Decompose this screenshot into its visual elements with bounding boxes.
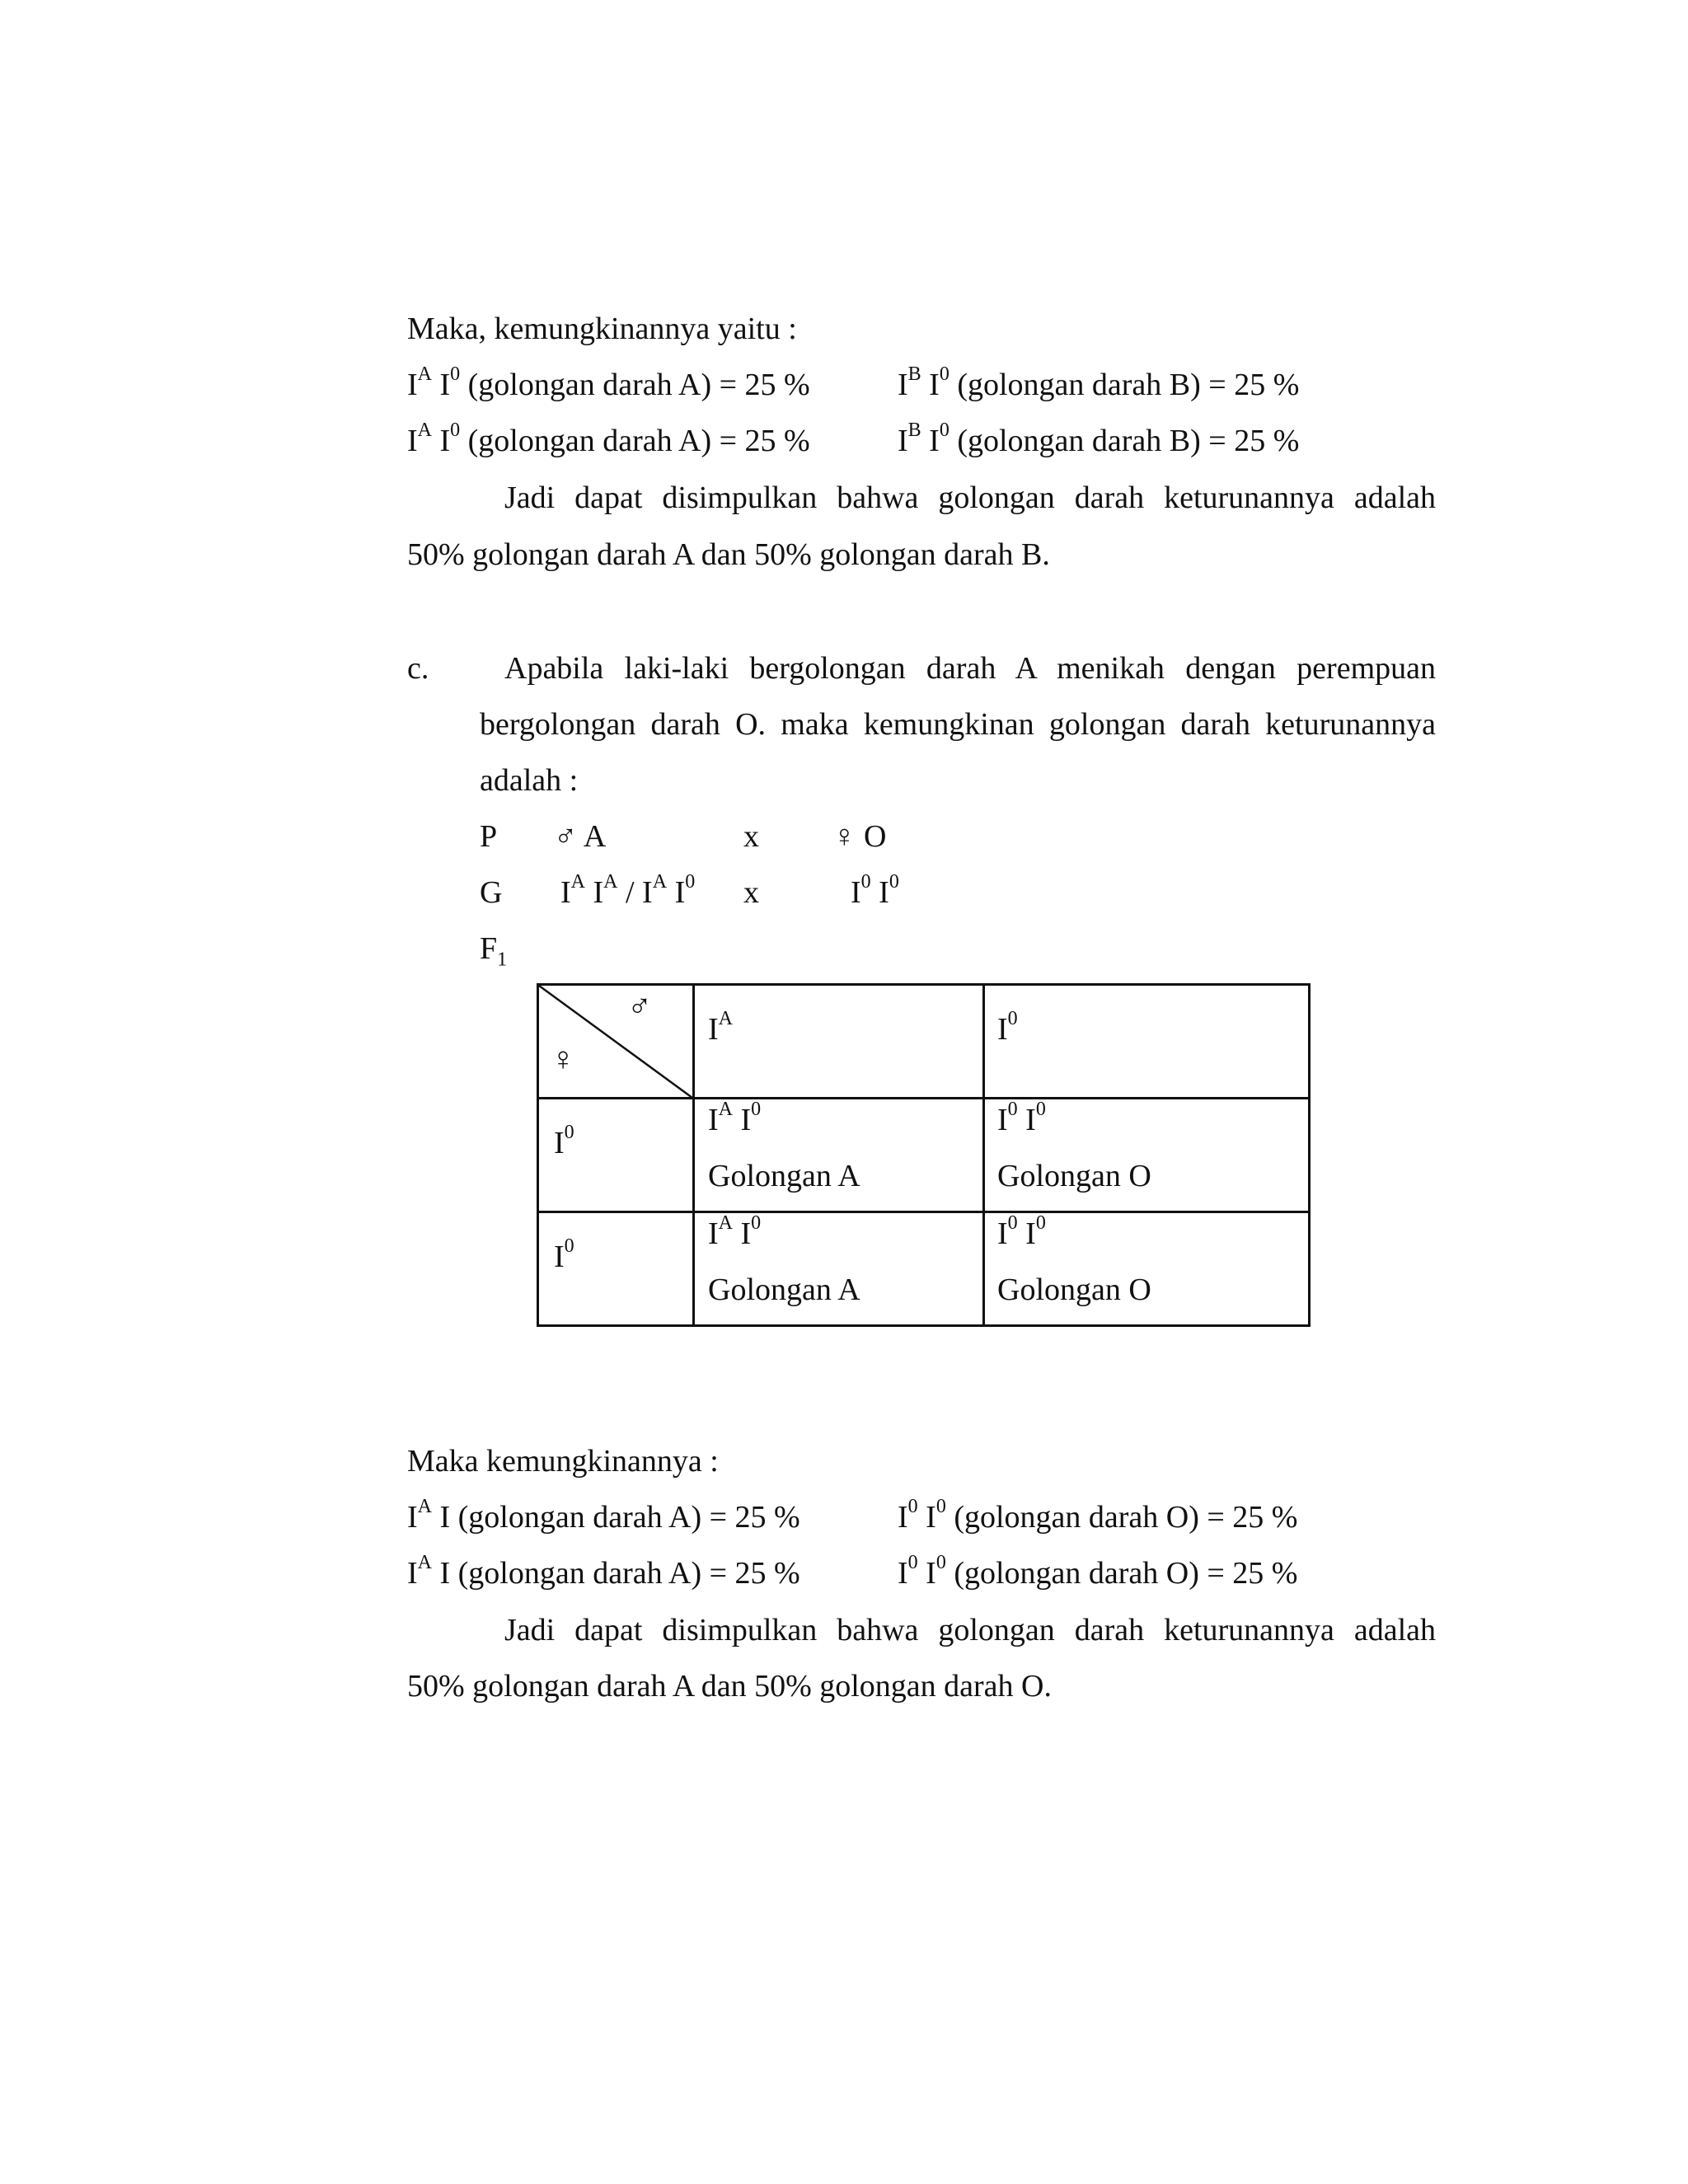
punnett-square	[537, 983, 1311, 1327]
row-header-1: $I^0$	[554, 1122, 574, 1160]
cell-r2c2-label: Golongan O	[997, 1272, 1151, 1307]
cell-r1c2-label: Golongan O	[997, 1159, 1151, 1193]
section-c-line-2: bergolongan darah O. maka kemungkinan golongan darah keturunannya	[480, 707, 1436, 742]
grid-vline-2	[982, 986, 985, 1324]
cell-r2c1-genotype: $I^A$ $I^0$	[708, 1212, 762, 1251]
cross-g-x: x	[743, 875, 759, 910]
genotype-left-1: $I^A$ $I^0$ (golongan darah A) = 25 %	[407, 363, 810, 402]
grid-hline-2	[539, 1211, 1308, 1213]
genotype-right-1: $I^B$ $I^0$ (golongan darah B) = 25 %	[898, 363, 1300, 402]
section-c-line-3: adalah :	[480, 763, 579, 798]
intro-2-text: Maka kemungkinannya :	[407, 1444, 719, 1479]
col-header-2: $I^0$	[997, 1008, 1018, 1047]
cross-g-label: G	[480, 875, 503, 910]
cell-r1c1-genotype: $I^A$ $I^0$	[708, 1099, 762, 1137]
genotype-right-2: $I^B$ $I^0$ (golongan darah B) = 25 %	[898, 419, 1300, 458]
cell-r1c2-genotype: $I^0$ $I^0$	[997, 1099, 1046, 1137]
cell-r1c1-label: Golongan A	[708, 1159, 860, 1193]
cross-p-male: ♂ A	[554, 819, 607, 854]
cross-g-right: $I^0$ $I^0$	[851, 871, 899, 910]
section-c-marker: c.	[407, 651, 429, 686]
genotype-left-3: $I^A$ I (golongan darah A) = 25 %	[407, 1496, 800, 1535]
section-c-line-1: Apabila laki-laki bergolongan darah A menikah dengan perempuan	[504, 651, 1436, 686]
conclusion-1-line-2: 50% golongan darah A dan 50% golongan darah B.	[407, 537, 1050, 572]
conclusion-2-line-2: 50% golongan darah A dan 50% golongan darah O.	[407, 1669, 1052, 1704]
conclusion-2-line-1: Jadi dapat disimpulkan bahwa golongan darah keturunannya adalah	[504, 1613, 1436, 1647]
cross-g-left: $I^A$ $I^A / I^A$ $I^0$	[560, 871, 696, 910]
cross-p-x: x	[743, 819, 759, 854]
male-symbol-icon: ♂	[627, 987, 652, 1024]
row-header-2: $I^0$	[554, 1235, 574, 1274]
cross-f1-label: $F_1$	[480, 931, 508, 971]
genotype-right-3: $I^0$ $I^0$ (golongan darah O) = 25 %	[898, 1496, 1298, 1535]
cross-p-label: P	[480, 819, 498, 854]
conclusion-1-line-1: Jadi dapat disimpulkan bahwa golongan darah keturunannya adalah	[504, 480, 1436, 515]
cell-r2c1-label: Golongan A	[708, 1272, 860, 1307]
col-header-1: $I^A$	[708, 1008, 733, 1047]
genotype-left-2: $I^A$ $I^0$ (golongan darah A) = 25 %	[407, 419, 810, 458]
genotype-right-4: $I^0$ $I^0$ (golongan darah O) = 25 %	[898, 1552, 1298, 1591]
female-symbol-icon: ♀	[551, 1040, 575, 1077]
cross-p-female: ♀ O	[832, 819, 887, 854]
intro-text: Maka, kemungkinannya yaitu :	[407, 312, 797, 346]
cell-r2c2-genotype: $I^0$ $I^0$	[997, 1212, 1046, 1251]
genotype-left-4: $I^A$ I (golongan darah A) = 25 %	[407, 1552, 800, 1591]
